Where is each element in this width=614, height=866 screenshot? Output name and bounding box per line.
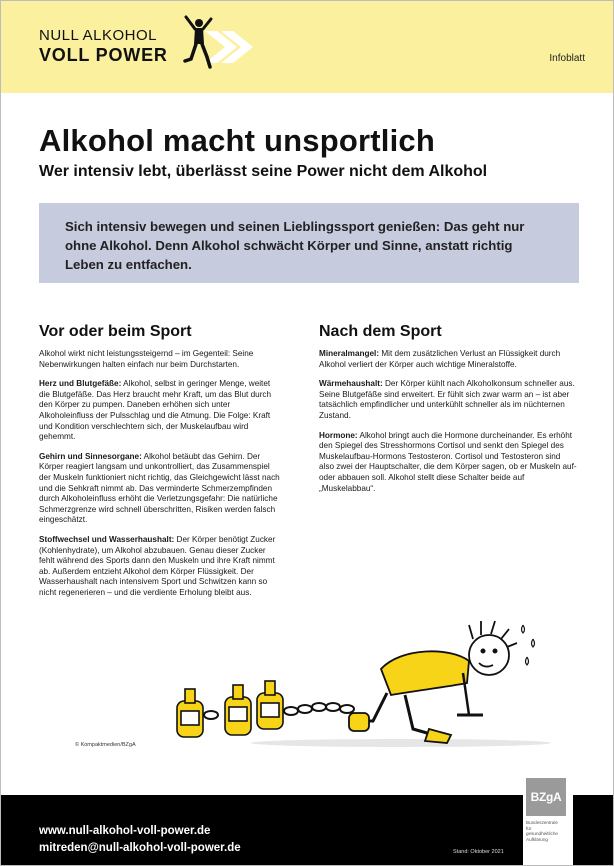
section-heading-after: Nach dem Sport	[319, 323, 442, 340]
illustration-credit: © Kompaktmedien/BZgA	[75, 742, 136, 748]
bzga-logo	[523, 774, 573, 866]
paragraph-label: Stoffwechsel und Wasserhaushalt:	[39, 534, 175, 544]
paragraph-minerals	[319, 349, 577, 370]
bzga-name-line: Bundeszentrale	[526, 820, 558, 825]
paragraph-heat	[319, 379, 577, 421]
website-link[interactable]: www.null-alkohol-voll-power.de	[39, 825, 211, 837]
paragraph-heart	[39, 379, 281, 443]
section-heading-before: Vor oder beim Sport	[39, 323, 192, 340]
paragraph-brain	[39, 452, 281, 526]
paragraph-text: Alkohol bringt auch die Hormone durcheinander. Es erhöht den Spiegel des Stresshormons Cortisol und senkt den Spiegel des Muskelaufbau-Hormons Testosteron. Cortisol und Testosteron sind also zwei der Hauptschalter, die dem Körper sagen, ob er Muskeln auf- oder abbauen soll. Alkohol stellt diese Schalter beide auf „Muskelabbau“.	[319, 430, 577, 493]
paragraph-label: Hormone:	[319, 430, 358, 440]
bzga-name-line: gesundheitliche	[526, 831, 558, 837]
paragraph-label: Mineralmangel:	[319, 349, 380, 358]
bzga-name-line: Aufklärung	[526, 836, 548, 842]
contact-email-link[interactable]: mitreden@null-alkohol-voll-power.de	[39, 842, 241, 854]
paragraph-intro	[39, 349, 281, 370]
exhausted-runner-with-bottles-illustration	[151, 603, 571, 753]
paragraph-text: Alkohol betäubt das Gehirn. Der Körper reagiert langsam und unkontrolliert, das Zusammenspiel der Muskeln funktioniert nicht richtig, das Gleichgewicht lässt nach und die Sehkraft nimmt ab. Das verminderte Schmerzempfinden durch Alkoholeinfluss erhöht die Verletzungsgefahr: Die natürliche Schmerzgrenze wird schnell überschritten, Risiken werden falsch eingeschätzt.	[39, 451, 280, 525]
page-subtitle: Wer intensiv lebt, überlässt seine Power nicht dem Alkohol	[39, 163, 488, 180]
intro-text: Sich intensiv bewegen und seinen Lieblingssport genießen: Das geht nur ohne Alkohol. Denn Alkohol schwächt Körper und Sinne, anstatt richtig Leben zu entfachen.	[65, 219, 525, 272]
bzga-name-line: für	[526, 825, 532, 831]
jumping-figure-chevron-icon	[177, 11, 257, 83]
sweat-drops-icon	[522, 625, 535, 665]
bottle-icon	[225, 685, 251, 735]
paragraph-metabolism	[39, 535, 281, 599]
publication-date: Stand: Oktober 2021	[453, 849, 504, 855]
paragraph-text: Mit dem zusätzlichen Verlust an Flüssigkeit durch Alkohol verliert der Körper auch wichtige Mineralstoffe.	[319, 349, 561, 369]
paragraph-label: Gehirn und Sinnesorgane:	[39, 451, 142, 461]
paragraph-hormones	[319, 431, 577, 495]
paragraph-text: Der Körper benötigt Zucker (Kohlenhydrate), um Alkohol abzubauen. Genau dieser Zucker fehlt während des Sports dann den Muskeln und ihre Kraft nimmt ab. Außerdem entzieht Alkohol dem Körper Flüssigkeit. Der Wasserhaushalt nach intensivem Sport und Schwitzen kann so nicht regenerieren – und die verdiente Erholung bleibt aus.	[39, 534, 276, 597]
column-after-sport	[319, 321, 577, 503]
bottle-icon	[177, 689, 203, 737]
paragraph-text: Der Körper kühlt nach Alkoholkonsum schneller aus. Seine Blutgefäße sind erweitert. Er fühlt sich zwar warm an – ist aber tatsächlich empfindlicher und unterkühlt schneller als im nüchternen Zustand.	[319, 379, 575, 420]
doc-type-label: Infoblatt	[549, 53, 585, 64]
bottle-icon	[257, 681, 283, 729]
paragraph-text: Alkohol, selbst in geringer Menge, weitet die Blutgefäße. Das Herz braucht mehr Kraft, um das Blut durch den Körper zu pumpen. Daneben erhöhen sich unter Alkoholeinfluss der Pulsschlag und die Atmung. Die Folge: Kraft und Kondition verschlechtern sich, der Muskelaufbau wird gehemmt.	[39, 379, 272, 442]
bzga-full-name	[526, 820, 572, 842]
brand-line-2: VOLL POWER	[39, 45, 168, 65]
paragraph-text: Alkohol wirkt nicht leistungssteigernd – im Gegenteil: Seine Nebenwirkungen halten einfach nur beim Durchstarten.	[39, 349, 254, 369]
page-title: Alkohol macht unsportlich	[39, 123, 435, 158]
footer-band	[1, 795, 613, 866]
paragraph-label: Herz und Blutgefäße:	[39, 379, 122, 389]
column-before-sport	[39, 321, 281, 607]
header-band	[1, 1, 613, 93]
runner-figure	[349, 621, 517, 743]
brand-line-1: NULL ALKOHOL	[39, 27, 157, 44]
bzga-logo-mark: BZgA	[526, 778, 566, 816]
brand-logo-text	[39, 27, 168, 65]
intro-box	[39, 203, 579, 283]
paragraph-label: Wärmehaushalt:	[319, 379, 383, 389]
